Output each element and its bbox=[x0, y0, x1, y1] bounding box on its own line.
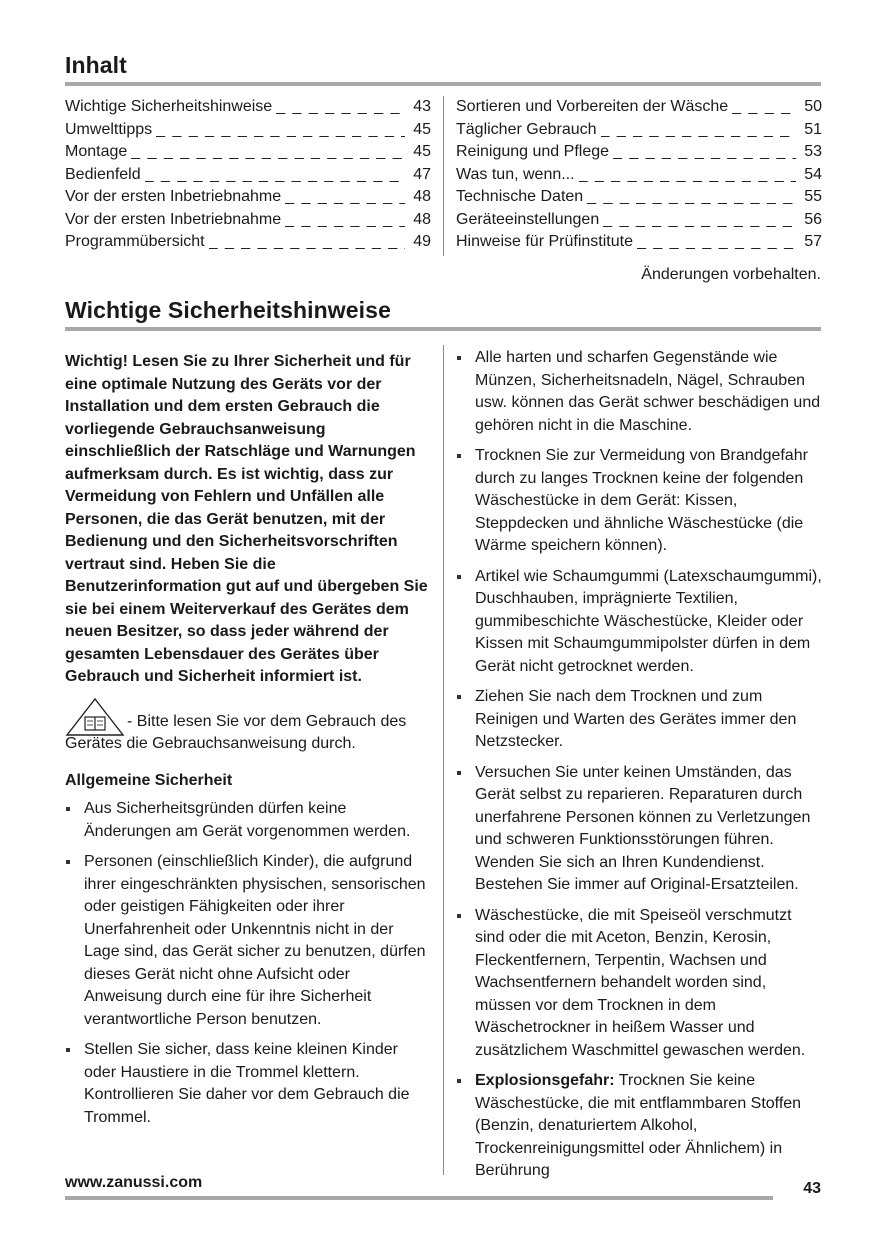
toc-entry-page: 45 bbox=[413, 120, 431, 138]
page-number: 43 bbox=[803, 1180, 821, 1197]
list-item: Alle harten und scharfen Gegenstände wie Münzen, Sicherheitsnadeln, Nägel, Schrauben usw. können das Gerät schwer beschädigen und gehören nicht in die Maschine. bbox=[456, 347, 822, 437]
general-safety-heading: Allgemeine Sicherheit bbox=[65, 771, 233, 789]
toc-note: Änderungen vorbehalten. bbox=[641, 266, 821, 283]
toc-entry-label: Geräteeinstellungen bbox=[456, 210, 600, 228]
left-bullet-list bbox=[65, 798, 429, 1129]
toc-entry[interactable] bbox=[456, 209, 822, 232]
toc-entry[interactable] bbox=[65, 164, 431, 187]
toc-entry-label: Bedienfeld bbox=[65, 165, 141, 183]
warning-text: - Bitte lesen Sie vor dem Gebrauch des Gerätes die Gebrauchsanweisung durch. bbox=[65, 712, 407, 752]
toc-leader bbox=[579, 164, 796, 187]
toc-entry[interactable] bbox=[456, 96, 822, 119]
list-item: Ziehen Sie nach dem Trocknen und zum Reinigen und Warten des Gerätes immer den Netzstecker. bbox=[456, 686, 822, 754]
toc-entry[interactable] bbox=[456, 186, 822, 209]
toc-entry-page: 48 bbox=[413, 188, 431, 205]
toc-entry-page: 45 bbox=[413, 143, 431, 160]
toc-entry-label: Vor der ersten Inbetriebnahme bbox=[65, 188, 282, 205]
list-item: Wäschestücke, die mit Speiseöl verschmutzt sind oder die mit Aceton, Benzin, Kerosin, Fleckentfernern, Terpentin, Wachsen und Wachsentfernern behandelt worden sind, müssen vor dem Trocknen in dem Wäschetrockner in heißem Wasser und zusätzlichem Waschmittel gewaschen werden. bbox=[456, 905, 822, 1063]
toc-leader bbox=[603, 209, 796, 232]
list-item: Aus Sicherheitsgründen dürfen keine Änderungen am Gerät vorgenommen werden. bbox=[65, 798, 429, 843]
toc-left-column bbox=[65, 96, 431, 254]
toc-entry-label: Wichtige Sicherheitshinweise bbox=[65, 98, 273, 115]
toc-leader bbox=[285, 186, 405, 209]
toc-entry-label: Technische Daten bbox=[456, 188, 584, 205]
safety-rule bbox=[65, 327, 821, 331]
toc-entry-page: 57 bbox=[804, 233, 822, 250]
safety-right-column bbox=[456, 347, 822, 1191]
toc-leader bbox=[145, 164, 405, 187]
toc-entry-page: 53 bbox=[804, 143, 822, 160]
list-item: Artikel wie Schaumgummi (Latexschaumgummi), Duschhauben, imprägnierte Textilien, gummibeschichte Wäschestücke, Kleider oder Kissen mit Schaumgummipolster dürfen in dem Gerät nicht getrocknet werden. bbox=[456, 566, 822, 679]
toc-leader bbox=[587, 186, 796, 209]
toc-entry-page: 48 bbox=[413, 210, 431, 228]
toc-entry-page: 54 bbox=[804, 165, 822, 183]
toc-entry-label: Was tun, wenn... bbox=[456, 165, 575, 183]
list-item: Versuchen Sie unter keinen Umständen, das Gerät selbst zu reparieren. Reparaturen durch unerfahrene Personen können zu Verletzungen und schweren Funktionsstörungen führen. Wenden Sie sich an Ihren Kundendienst. Bestehen Sie immer auf Original-Ersatzteilen. bbox=[456, 762, 822, 897]
toc-entry[interactable] bbox=[456, 164, 822, 187]
toc-entry-label: Vor der ersten Inbetriebnahme bbox=[65, 210, 282, 228]
warning-book-icon bbox=[65, 697, 125, 737]
footer-url[interactable]: www.zanussi.com bbox=[65, 1174, 203, 1191]
toc-entry-page: 49 bbox=[413, 233, 431, 250]
toc-entry-page: 47 bbox=[413, 165, 431, 183]
toc-leader bbox=[156, 119, 405, 142]
toc-right-column bbox=[456, 96, 822, 254]
column-divider bbox=[443, 345, 444, 1175]
toc-leader bbox=[209, 231, 405, 254]
explosion-text: Trocknen Sie keine Wäschestücke, die mit entflammbaren Stoffen (Benzin, denaturiertem Alkohol, Trockenreinigungsmittel oder Ähnlichem) in Berührung bbox=[475, 1072, 802, 1179]
toc-entry-page: 51 bbox=[804, 120, 822, 138]
toc-leader bbox=[285, 209, 405, 232]
toc-entry[interactable] bbox=[65, 96, 431, 119]
toc-entry-label: Hinweise für Prüfinstitute bbox=[456, 233, 633, 250]
safety-intro: Wichtig! Lesen Sie zu Ihrer Sicherheit und für eine optimale Nutzung des Geräts vor der Installation und dem ersten Gebrauch die vorliegende Gebrauchsanweisung einschließlich der Ratschläge und Warnungen aufmerksam durch. Es ist wichtig, dass zur Vermeidung von Fehlern und Unfällen alle Personen, die das Gerät benutzen, mit der Bedienung und den Sicherheitsvorschriften vertraut sind. Heben Sie die Benutzerinformation gut auf und übergeben Sie sie bei einem Weiterverkauf des Gerätes dem neuen Besitzer, so dass jeder während der gesamten Lebensdauer des Gerätes über Gebrauch und Sicherheit informiert ist. bbox=[65, 353, 428, 685]
toc-leader bbox=[613, 141, 796, 164]
toc-leader bbox=[637, 231, 796, 254]
toc-entry-label: Programmübersicht bbox=[65, 233, 205, 250]
toc-entry-page: 55 bbox=[804, 188, 822, 205]
toc-entry[interactable] bbox=[456, 141, 822, 164]
toc-entry[interactable] bbox=[456, 119, 822, 142]
toc-entry-label: Täglicher Gebrauch bbox=[456, 120, 597, 138]
toc-title: Inhalt bbox=[65, 52, 127, 78]
safety-title: Wichtige Sicherheitshinweise bbox=[65, 297, 391, 323]
toc-entry-label: Reinigung und Pflege bbox=[456, 143, 610, 160]
warning-note bbox=[65, 711, 429, 756]
toc-entry-label: Umwelttipps bbox=[65, 120, 153, 138]
toc-leader bbox=[732, 96, 796, 119]
toc-entry-page: 50 bbox=[804, 98, 822, 115]
toc-entry[interactable] bbox=[65, 209, 431, 232]
explosion-label: Explosionsgefahr: bbox=[475, 1072, 615, 1089]
toc-leader bbox=[131, 141, 405, 164]
list-item: Stellen Sie sicher, dass keine kleinen Kinder oder Haustiere in die Trommel klettern. Kontrollieren Sie daher vor dem Gebrauch die Trommel. bbox=[65, 1039, 429, 1129]
list-item bbox=[456, 1070, 822, 1183]
toc-entry[interactable] bbox=[456, 231, 822, 254]
toc-entry[interactable] bbox=[65, 119, 431, 142]
toc-entry[interactable] bbox=[65, 186, 431, 209]
right-bullet-list bbox=[456, 347, 822, 1062]
toc-entry[interactable] bbox=[65, 141, 431, 164]
explosion-list bbox=[456, 1070, 822, 1183]
toc-leader bbox=[601, 119, 796, 142]
footer-rule bbox=[65, 1196, 773, 1200]
toc-leader bbox=[276, 96, 405, 119]
list-item: Personen (einschließlich Kinder), die aufgrund ihrer eingeschränkten physischen, sensorischen oder geistigen Fähigkeiten oder ihrer Unerfahrenheit oder Unkenntnis nicht in der Lage sind, das Gerät sicher zu benutzen, dürfen dieses Gerät nicht ohne Aufsicht oder Anweisung durch eine für ihre Sicherheit verantwortliche Person benutzen. bbox=[65, 851, 429, 1031]
toc-divider bbox=[443, 96, 444, 256]
toc-entry-label: Montage bbox=[65, 143, 128, 160]
toc-entry-page: 43 bbox=[413, 98, 431, 115]
toc-entry[interactable] bbox=[65, 231, 431, 254]
toc-entry-page: 56 bbox=[804, 210, 822, 228]
toc-entry-label: Sortieren und Vorbereiten der Wäsche bbox=[456, 98, 729, 115]
safety-left-column bbox=[65, 351, 429, 1137]
list-item: Trocknen Sie zur Vermeidung von Brandgefahr durch zu langes Trocknen keine der folgenden Wäschestücke in dem Gerät: Kissen, Steppdecken und ähnliche Wäschestücke (die Wärme speichern können). bbox=[456, 445, 822, 558]
toc-rule bbox=[65, 82, 821, 86]
